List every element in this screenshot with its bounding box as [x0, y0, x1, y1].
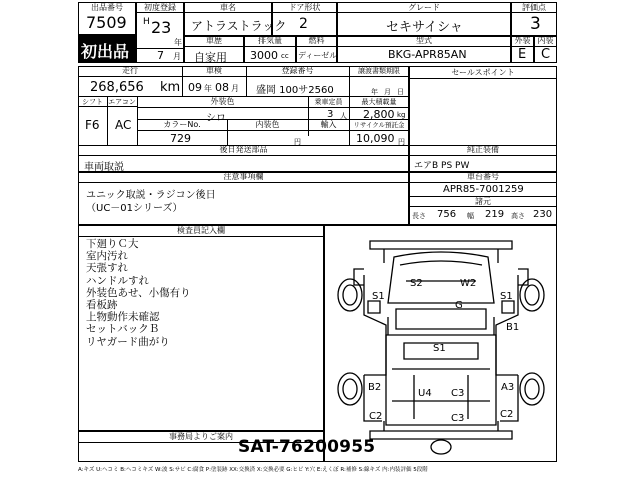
import-label: 輸入 — [320, 120, 337, 129]
width: 219 — [485, 209, 505, 220]
doors-label: ドア形状 — [288, 3, 321, 12]
damage-mark: C3 — [451, 413, 465, 424]
model-code: BKG-APR85AN — [388, 48, 467, 61]
damage-mark: S1 — [433, 343, 446, 354]
capacity-unit: 人 — [340, 112, 347, 120]
mileage-unit: km — [160, 80, 181, 95]
lot-number: 7509 — [86, 13, 127, 32]
first-reg-year: 23 — [151, 18, 172, 37]
inspection-month: 08 — [215, 81, 229, 94]
chassis-label: 車台番号 — [467, 172, 499, 181]
office-notes-label: 事務局よりご案内 — [169, 432, 233, 441]
inspector-note: リヤガード曲がり — [86, 335, 170, 348]
recycle-label: リサイクル預託金 — [353, 121, 405, 129]
damage-mark: W2 — [460, 278, 477, 289]
inspector-note: 外装色あせ、小傷有り — [86, 286, 191, 299]
notes-label: 注意事項欄 — [223, 172, 264, 181]
dimensions-label: 諸元 — [475, 197, 491, 206]
damage-mark: B2 — [368, 382, 382, 393]
ext-color-label: 外装色 — [210, 97, 235, 106]
score: 3 — [530, 14, 541, 34]
height-label: 高さ — [511, 212, 525, 220]
damage-mark: A3 — [501, 382, 515, 393]
damage-mark: G — [455, 300, 463, 311]
inspector-note: ハンドルすれ — [86, 274, 149, 287]
vehicle-class-label: 車歴 — [206, 36, 222, 45]
model-code-label: 型式 — [416, 36, 432, 45]
month-unit: 月 — [173, 52, 181, 61]
ac: AC — [115, 118, 132, 132]
displacement: 3000 — [250, 49, 278, 62]
accessories-value: 車両取説 — [84, 162, 124, 173]
first-reg-label: 初度登録 — [144, 3, 176, 12]
int-color-label: 内装色 — [255, 120, 280, 129]
inspection-month-unit: 月 — [231, 84, 239, 93]
capacity-label: 乗車定員 — [314, 98, 343, 106]
interior-label: 内装 — [537, 36, 554, 45]
inspection-label: 車検 — [206, 66, 222, 75]
notes-line2: （UC－01シリーズ） — [86, 203, 183, 214]
mileage: 268,656 — [90, 80, 144, 95]
width-label: 幅 — [467, 212, 474, 220]
plate-label: 登録番号 — [281, 66, 314, 75]
vehicle-class: 自家用 — [194, 51, 227, 64]
era-prefix: H — [143, 17, 150, 27]
length-label: 長さ — [412, 212, 426, 220]
year-unit: 年 — [174, 38, 182, 47]
damage-mark: S2 — [410, 278, 423, 289]
accessories-label: 後日発送部品 — [219, 145, 268, 154]
inspector-note: 室内汚れ — [86, 250, 128, 263]
ext-color: シロ — [206, 113, 226, 124]
chassis-number: APR85-7001259 — [443, 184, 524, 195]
damage-mark: C2 — [369, 411, 383, 422]
recycle: 10,090 — [356, 132, 395, 145]
damage-mark: C2 — [500, 409, 514, 420]
inspector-note: 上物動作未確認 — [86, 311, 160, 324]
genuine-equipment-value: エアB PS PW — [414, 161, 470, 171]
max-load: 2,800 — [363, 108, 395, 121]
exterior-score: E — [518, 47, 527, 62]
displacement-label: 排気量 — [258, 36, 282, 45]
displacement-unit: cc — [281, 52, 289, 60]
inspector-note: 看板跡 — [86, 299, 118, 312]
color-no-label: カラーNo. — [163, 120, 201, 129]
notes-line1: ユニック取説・ラジコン後日 — [86, 190, 216, 201]
car-name-label: 車名 — [220, 3, 236, 12]
score-label: 評価点 — [522, 3, 546, 12]
length: 756 — [437, 209, 457, 220]
max-load-label: 最大積載量 — [361, 98, 397, 106]
car-name: アトラストラック — [191, 19, 287, 33]
legend-footer: A:キズ U:ヘコミ B:ヘコミキズ W:波 S:サビ C:腐食 P:塗装跡 XX:交換済 X:交換必要 G:ヒビ Y:穴 E:えくぼ R:補修 S:線キズ 内:内装評価 5段階 — [78, 467, 428, 473]
grade: セキサイシャ — [386, 20, 463, 35]
inspector-note: 天張すれ — [86, 262, 128, 275]
ac-label: エアコン — [108, 98, 136, 106]
damage-mark: U4 — [418, 388, 432, 399]
yen-mark: 円 — [294, 138, 301, 146]
mileage-label: 走行 — [122, 66, 138, 75]
inspection-year: 09 — [188, 81, 202, 94]
plate: 盛岡 100サ2560 — [256, 85, 334, 96]
fuel-label: 燃料 — [308, 36, 325, 45]
inspector-note: セットバックＢ — [86, 323, 160, 336]
exterior-label: 外装 — [514, 36, 531, 45]
lot-watermark: SAT-76200955 — [238, 437, 376, 457]
doors: 2 — [299, 16, 308, 32]
max-load-unit: kg — [397, 111, 406, 119]
sales-point-label: セールスポイント — [451, 68, 515, 77]
inspector-notes-label: 検査員記入欄 — [177, 226, 225, 235]
disclosure-month-unit: 月 — [384, 88, 391, 96]
interior-score: C — [541, 47, 551, 62]
shift: F6 — [85, 118, 100, 132]
damage-mark: C3 — [451, 388, 465, 399]
first-reg-month: 7 — [157, 49, 164, 62]
shift-label: シフト — [82, 98, 103, 106]
genuine-equipment-label: 純正装備 — [467, 145, 499, 154]
disclosure-day-unit: 日 — [397, 88, 404, 96]
grade-label: グレード — [408, 3, 440, 12]
inspector-note: 下廻りＣ大 — [86, 238, 139, 250]
damage-mark: S1 — [372, 291, 385, 302]
height: 230 — [533, 209, 553, 220]
recycle-unit: 円 — [398, 138, 405, 146]
damage-mark: S1 — [500, 291, 513, 302]
disclosure-year-unit: 年 — [371, 88, 378, 96]
inspection-year-unit: 年 — [204, 84, 212, 93]
damage-mark: B1 — [506, 322, 520, 333]
fuel: ディーゼル — [298, 51, 338, 60]
inspector-notes-list — [86, 238, 316, 348]
capacity: 3 — [327, 109, 334, 120]
disclosure-label: 譲渡書類期限 — [358, 67, 400, 75]
first-listing-badge-text: 初出品 — [81, 42, 130, 61]
color-no: 729 — [170, 132, 191, 145]
lot-number-label: 出品番号 — [91, 3, 123, 12]
